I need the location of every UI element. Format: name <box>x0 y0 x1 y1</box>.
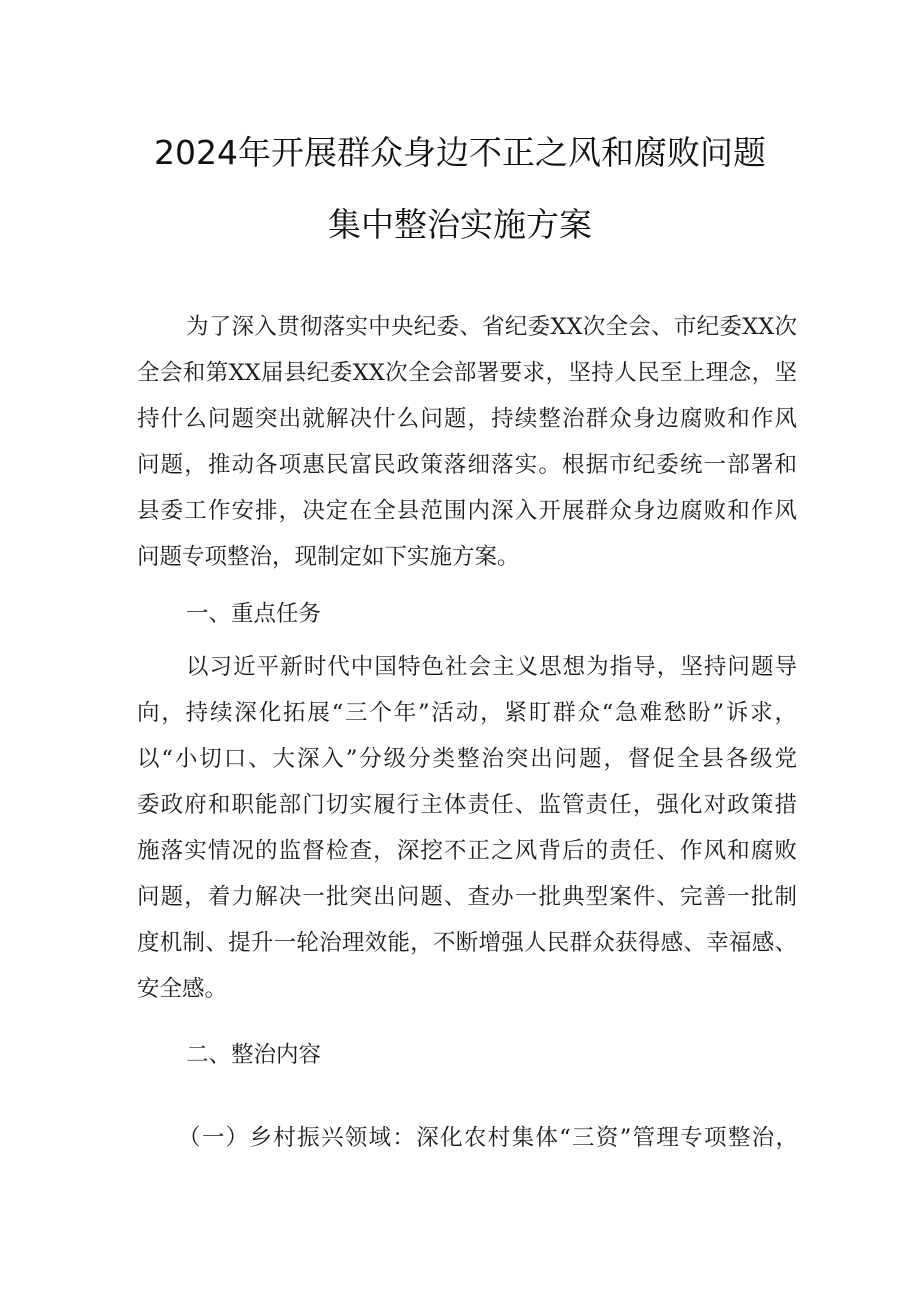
section-heading-1: 一、重点任务 <box>186 601 322 627</box>
section1-line: 施落实情况的监督检查，深挖不正之风背后的责任、作风和腐败 <box>137 838 797 864</box>
section1-line: 安全感。 <box>137 976 228 1002</box>
intro-line: 问题，推动各项惠民富民政策落细落实。根据市纪委统一部署和 <box>137 452 797 478</box>
section1-line: 向，持续深化拓展“三个年”活动，紧盯群众“急难愁盼”诉求， <box>137 700 797 726</box>
document-title-line-2: 集中整治实施方案 <box>328 205 592 244</box>
intro-line: 全会和第XX届县纪委XX次全会部署要求，坚持人民至上理念，坚 <box>137 360 797 386</box>
document-title-line-1: 2024年开展群众身边不正之风和腐败问题 <box>154 133 766 172</box>
intro-line: 问题专项整治，现制定如下实施方案。 <box>137 544 520 570</box>
section1-line: 以“小切口、大深入”分级分类整治突出问题，督促全县各级党 <box>137 746 797 772</box>
section1-line: 以习近平新时代中国特色社会主义思想为指导，坚持问题导 <box>186 654 797 680</box>
subsection-heading-1: （一）乡村振兴领域：深化农村集体“三资”管理专项整治， <box>178 1125 798 1151</box>
intro-line: 为了深入贯彻落实中央纪委、省纪委XX次全会、市纪委XX次 <box>186 314 797 340</box>
section1-line: 问题，着力解决一批突出问题、查办一批典型案件、完善一批制 <box>137 884 797 910</box>
section1-line: 度机制、提升一轮治理效能，不断增强人民群众获得感、幸福感、 <box>137 930 797 956</box>
intro-line: 县委工作安排，决定在全县范围内深入开展群众身边腐败和作风 <box>137 498 797 524</box>
intro-line: 持什么问题突出就解决什么问题，持续整治群众身边腐败和作风 <box>137 406 797 432</box>
section1-line: 委政府和职能部门切实履行主体责任、监管责任，强化对政策措 <box>137 792 797 818</box>
section-heading-2: 二、整治内容 <box>186 1042 322 1068</box>
